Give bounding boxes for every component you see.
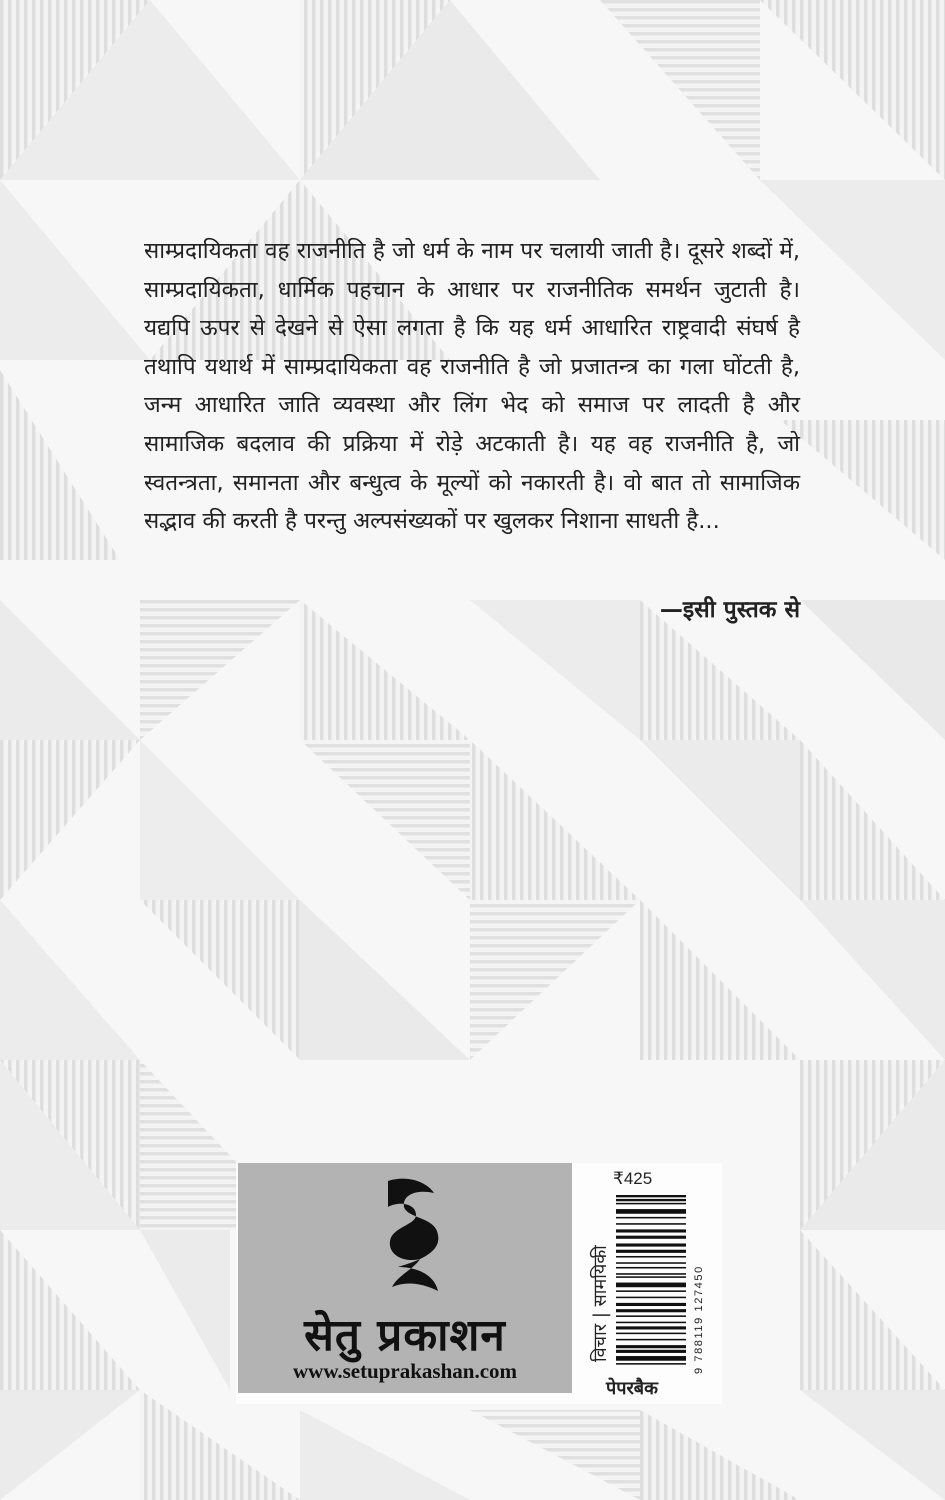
barcode-bar	[616, 1199, 686, 1201]
barcode-bar	[616, 1326, 686, 1329]
barcode-bar	[616, 1333, 686, 1335]
barcode-bar	[616, 1363, 686, 1365]
binding-type: पेपरबैक	[606, 1378, 658, 1399]
barcode-bar	[616, 1256, 686, 1258]
barcode-bar	[616, 1262, 686, 1264]
barcode-bar	[616, 1356, 686, 1361]
publisher-name: सेतु प्रकाशन	[304, 1310, 506, 1361]
barcode-bar	[616, 1350, 686, 1353]
barcode-bar	[616, 1229, 686, 1232]
barcode-bar	[616, 1290, 686, 1292]
blurb-source: —इसी पुस्तक से	[659, 597, 800, 623]
barcode-bar	[616, 1243, 686, 1246]
barcode-bar	[616, 1273, 686, 1275]
barcode-bar	[616, 1339, 686, 1341]
barcode-bar	[616, 1203, 686, 1205]
barcode-bar	[616, 1303, 686, 1306]
price-label: ₹425	[613, 1169, 653, 1188]
barcode-bar	[616, 1315, 686, 1317]
barcode-bar	[616, 1250, 686, 1253]
barcode-bar	[616, 1322, 686, 1324]
back-cover-blurb: साम्प्रदायिकता वह राजनीति है जो धर्म के नाम पर चलायी जाती है। दूसरे शब्दों में, साम्प्रदायिकता, धार्मिक पहचान के आधार पर राजनीतिक समर्थन जुटाती है। यद्यपि ऊपर से देखने से ऐसा लगता है कि यह धर्म आधारित राष्ट्रवादी संघर्ष है तथापि यथार्थ में साम्प्रदायिकता वह राजनीति है जो प्रजातन्त्र का गला घोंटती है, जन्म आधारित जाति व्यवस्था और लिंग भेद को समाज पर लादती है और सामाजिक बदलाव की प्रक्रिया में रोड़े अटकाती है। यह वह राजनीति है, जो स्वतन्त्रता, समानता और बन्धुत्व के मूल्यों को नकारती है। वो बात तो सामाजिक सद्भाव की करती है परन्तु अल्पसंख्यकों पर खुलकर निशाना साधती है...	[144, 238, 800, 535]
publisher-logo-box	[238, 1163, 572, 1393]
barcode-bar	[616, 1236, 686, 1239]
barcode-bar	[616, 1276, 686, 1278]
barcode-bar	[616, 1195, 686, 1197]
barcode-bar	[616, 1209, 686, 1214]
barcode-bar	[616, 1309, 686, 1312]
barcode-bar	[616, 1345, 686, 1348]
barcode-bar	[616, 1283, 686, 1288]
barcode-bar	[616, 1297, 686, 1299]
publisher-website[interactable]: www.setuprakashan.com	[292, 1359, 518, 1383]
barcode-bar	[616, 1223, 686, 1225]
barcode-bar	[616, 1267, 686, 1269]
barcode-bar	[616, 1217, 686, 1219]
isbn-barcode	[616, 1195, 686, 1367]
category-label: विचार | सामयिकी	[590, 1245, 611, 1362]
isbn-number: 9 788119 127450	[693, 1265, 705, 1374]
